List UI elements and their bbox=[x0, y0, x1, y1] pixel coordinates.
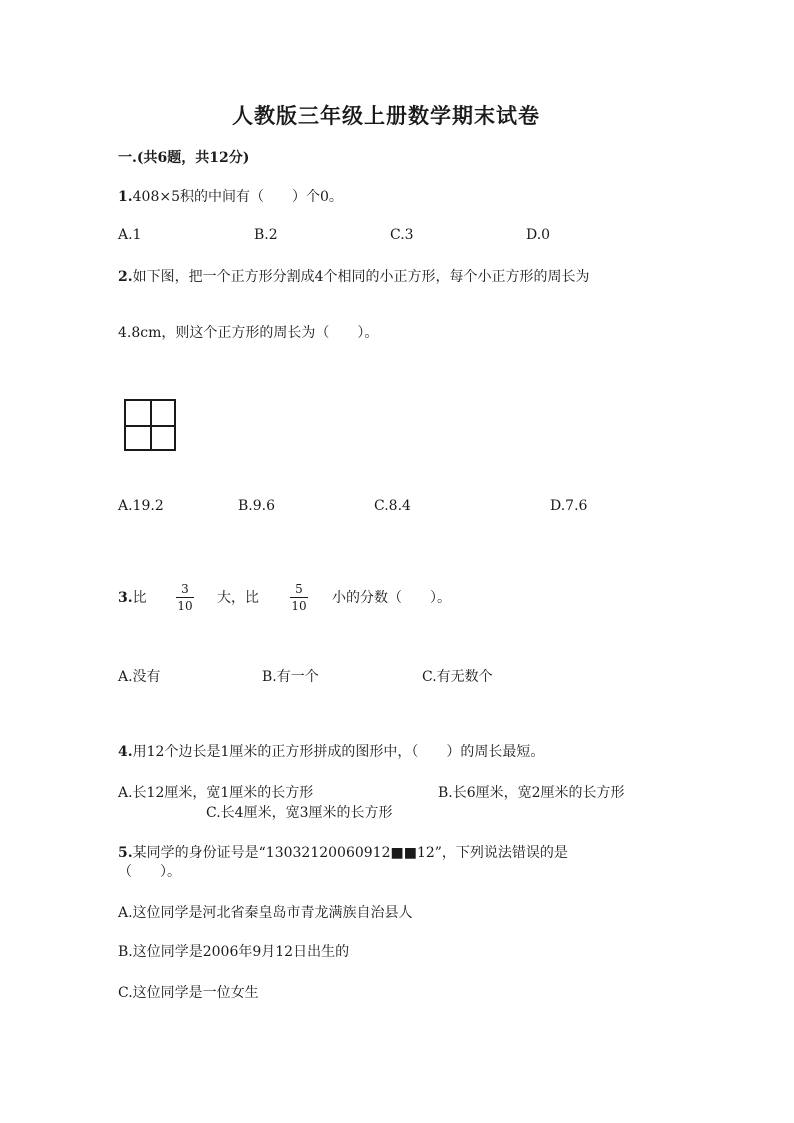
fraction-bar bbox=[176, 597, 194, 598]
question-number: 5. bbox=[118, 845, 133, 861]
question-text-continued: 4.8cm，则这个正方形的周长为（ ）。 bbox=[118, 325, 379, 341]
option-b[interactable]: B.2 bbox=[254, 227, 278, 243]
grid-horizontal-line bbox=[126, 425, 174, 427]
fraction-bar bbox=[290, 597, 308, 598]
question-text: 某同学的身份证号是“13032120060912■■12”，下列说法错误的是 bbox=[132, 845, 568, 861]
question-5 bbox=[118, 842, 568, 862]
option-a[interactable]: A.长12厘米，宽1厘米的长方形 bbox=[118, 785, 314, 801]
question-text-continued: （ ）。 bbox=[118, 864, 181, 880]
option-a[interactable]: A.1 bbox=[118, 227, 142, 243]
option-a[interactable]: A.这位同学是河北省秦皇岛市青龙满族自治县人 bbox=[118, 905, 413, 921]
fraction-denominator: 10 bbox=[291, 599, 307, 613]
option-c[interactable]: C.这位同学是一位女生 bbox=[118, 985, 259, 1001]
option-a[interactable]: A.19.2 bbox=[118, 498, 164, 514]
option-d[interactable]: D.0 bbox=[526, 227, 551, 243]
option-c[interactable]: C.长4厘米，宽3厘米的长方形 bbox=[206, 805, 393, 821]
question-1 bbox=[118, 186, 343, 206]
question-2 bbox=[118, 266, 590, 286]
option-a[interactable]: A.没有 bbox=[118, 669, 161, 685]
fraction-denominator: 10 bbox=[177, 599, 193, 613]
square-grid-figure bbox=[124, 399, 176, 451]
option-b[interactable]: B.9.6 bbox=[238, 498, 276, 514]
fraction-numerator: 3 bbox=[181, 582, 189, 596]
question-text: 小的分数（ ）。 bbox=[332, 590, 451, 606]
question-number: 4. bbox=[118, 744, 133, 760]
option-d[interactable]: D.7.6 bbox=[550, 498, 588, 514]
option-c[interactable]: C.3 bbox=[390, 227, 414, 243]
page-title: 人教版三年级上册数学期末试卷 bbox=[232, 103, 540, 128]
option-b[interactable]: B.这位同学是2006年9月12日出生的 bbox=[118, 944, 350, 960]
question-number: 3. bbox=[118, 590, 133, 606]
question-number: 1. bbox=[118, 189, 133, 205]
question-text: 比 bbox=[132, 590, 147, 606]
option-c[interactable]: C.有无数个 bbox=[422, 669, 493, 685]
question-4 bbox=[118, 741, 544, 761]
question-3-lead bbox=[118, 587, 147, 607]
question-text: 用12个边长是1厘米的正方形拼成的图形中，（ ）的周长最短。 bbox=[132, 744, 545, 760]
option-b[interactable]: B.长6厘米，宽2厘米的长方形 bbox=[438, 785, 625, 801]
option-b[interactable]: B.有一个 bbox=[262, 669, 319, 685]
section-header: 一.(共6题，共12分) bbox=[118, 150, 250, 166]
question-text: 如下图，把一个正方形分割成4个相同的小正方形，每个小正方形的周长为 bbox=[132, 269, 590, 285]
question-text: 大，比 bbox=[217, 590, 259, 606]
option-c[interactable]: C.8.4 bbox=[374, 498, 411, 514]
question-number: 2. bbox=[118, 269, 133, 285]
fraction-5-10 bbox=[290, 582, 308, 613]
question-text: 408×5积的中间有（ ）个0。 bbox=[132, 189, 343, 205]
fraction-3-10 bbox=[176, 582, 194, 613]
fraction-numerator: 5 bbox=[295, 582, 303, 596]
